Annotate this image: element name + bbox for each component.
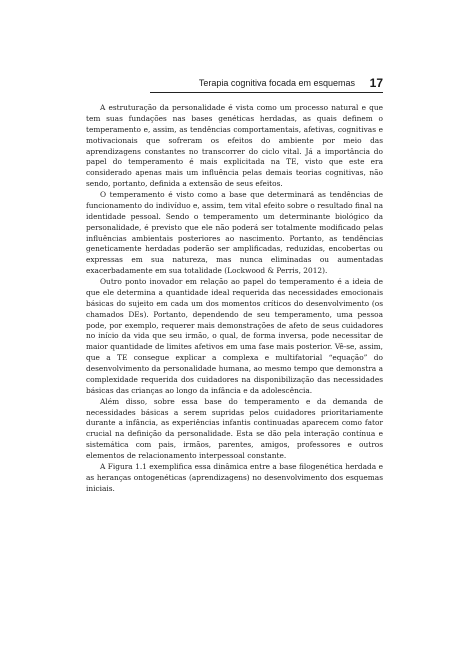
paragraph: O temperamento é visto como a base que determinará as tendências de funcionamento do indivíduo e, assim, tem vital efeito sobre o resultado final na identidade pessoal. Sendo o temperamento um determinante biológico da personalidade, é previsto que ele não poderá ser totalmente modificado pelas influências ambientais posteriores ao nascimento. Portanto, as tendências geneticamente herdadas poderão ser amplificadas, reduzidas, encobertas ou expressas em sua natureza, mas nunca eliminadas ou aumentadas exacerbadamente em sua totalidade (Lockwood & Perris, 2012). (86, 190, 383, 276)
body-text (86, 103, 383, 495)
paragraph: A Figura 1.1 exemplifica essa dinâmica entre a base filogenética herdada e as heranças ontogenéticas (aprendizagens) no desenvolvimento dos esquemas iniciais. (86, 461, 383, 493)
paragraph: Outro ponto inovador em relação ao papel do temperamento é a ideia de que ele determina a quantidade ideal requerida das necessidades emocionais básicas do sujeito em cada um dos momentos críticos do desenvolvimento (os chamados DEs). Portanto, dependendo de seu temperamento, uma pessoa pode, por exemplo, requerer mais demonstrações de afeto de seus cuidadores no início da vida que seu irmão, o qual, de forma inversa, pode necessitar de maior quantidade de limites afetivos em uma fase mais posterior. Vê-se, assim, que a TE consegue explicar a complexa e multifatorial “equação” do desenvolvimento da personalidade humana, ao mesmo tempo que demonstra a complexidade requerida dos cuidadores na disponibilização das necessidades básicas das crianças ao longo da infância e da adolescência. (86, 277, 383, 395)
running-header (150, 76, 383, 93)
page-number: 17 (369, 76, 383, 90)
paragraph: A estruturação da personalidade é vista como um processo natural e que tem suas fundações nas bases genéticas herdadas, as quais definem o temperamento e, assim, as tendências comportamentais, afetivas, cognitivas e motivacionais que sofreram os efeitos do ambiente por meio das aprendizagens constantes no transcorrer do ciclo vital. Já a importância do papel do temperamento é mais explicitada na TE, visto que este era considerado apenas mais um influência pelas demais teorias cognitivas, não sendo, portanto, definida a extensão de seus efeitos. (86, 103, 383, 189)
paragraph: Além disso, sobre essa base do temperamento e da demanda de necessidades básicas a serem supridas pelos cuidadores prioritariamente durante a infância, as experiências infantis continuadas aparecem como fator crucial na definição da personalidade. Esta se dão pela interação contínua e sistemática com pais, irmãos, parentes, amigos, professores e outros elementos de relacionamento interpessoal constante. (86, 396, 383, 460)
running-title: Terapia cognitiva focada em esquemas (198, 78, 355, 88)
